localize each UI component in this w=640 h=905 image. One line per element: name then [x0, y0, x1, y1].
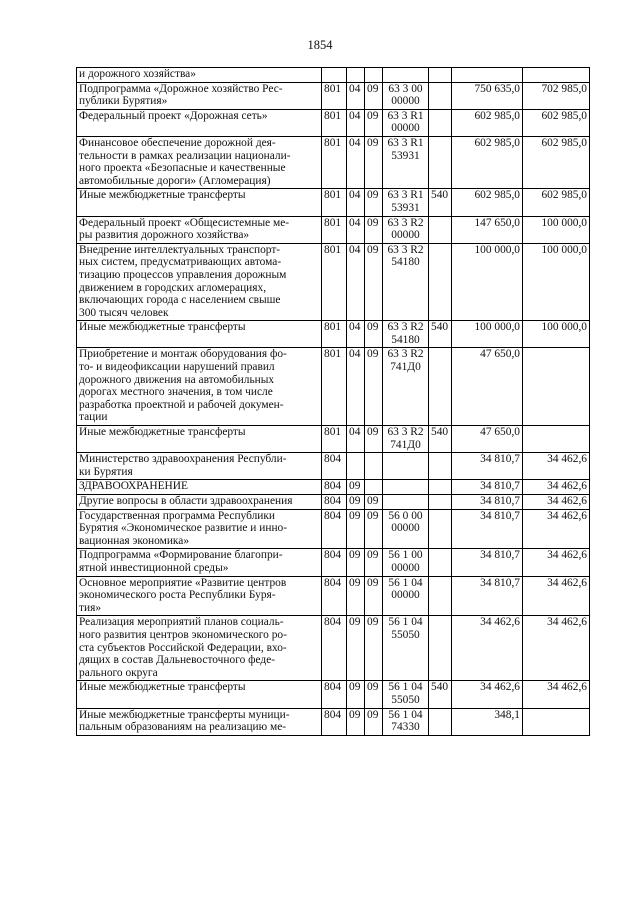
- target-article-line: 54180: [391, 333, 420, 346]
- target-article-cell: [383, 243, 429, 321]
- row-name-line: Федеральный проект «Дорожная сеть»: [79, 109, 268, 122]
- amount-year2-cell: 34 462,6: [523, 480, 590, 495]
- row-name-cell: [77, 509, 322, 549]
- glava-cell: 801: [322, 82, 347, 109]
- razdel-cell: 04: [347, 216, 365, 243]
- podrazdel-cell: 09: [365, 549, 383, 576]
- amount-year2-cell: 602 985,0: [523, 109, 590, 136]
- row-name-cell: [77, 189, 322, 216]
- target-article-line: 63 3 R2: [387, 426, 424, 439]
- target-article-line: 56 1 04: [388, 681, 423, 694]
- target-article-cell: [383, 68, 429, 83]
- expense-type-cell: [429, 708, 452, 735]
- razdel-cell: 04: [347, 136, 365, 188]
- table-row: [77, 136, 590, 188]
- razdel-cell: 09: [347, 616, 365, 681]
- target-article-line: 55050: [391, 693, 420, 706]
- podrazdel-cell: 09: [365, 616, 383, 681]
- target-article-line: 63 3 R2: [387, 243, 424, 256]
- amount-year1-cell: 602 985,0: [452, 189, 523, 216]
- amount-year1-cell: 34 462,6: [452, 681, 523, 708]
- amount-year1-cell: 750 635,0: [452, 82, 523, 109]
- target-article-line: 00000: [391, 561, 420, 574]
- razdel-cell: 04: [347, 243, 365, 321]
- expense-type-cell: [429, 509, 452, 549]
- table-row: [77, 509, 590, 549]
- glava-cell: 804: [322, 495, 347, 510]
- target-article-cell: [383, 189, 429, 216]
- expense-type-cell: [429, 453, 452, 480]
- table-row: [77, 495, 590, 510]
- row-name-line: тия»: [79, 601, 102, 614]
- row-name-cell: [77, 495, 322, 510]
- row-name-line: Федеральный проект «Общесистемные ме-: [79, 216, 290, 229]
- amount-year2-cell: 100 000,0: [523, 321, 590, 348]
- glava-cell: 804: [322, 681, 347, 708]
- row-name-line: автомобильные дороги» (Агломерация): [79, 174, 271, 187]
- amount-year2-cell: 34 462,6: [523, 509, 590, 549]
- table-row: [77, 82, 590, 109]
- amount-year1-cell: 34 810,7: [452, 480, 523, 495]
- amount-year1-cell: 100 000,0: [452, 243, 523, 321]
- target-article-cell: [383, 216, 429, 243]
- target-article-line: 741Д0: [390, 361, 421, 374]
- table-row: [77, 426, 590, 453]
- target-article-cell: [383, 681, 429, 708]
- row-name-cell: [77, 681, 322, 708]
- row-name-cell: [77, 453, 322, 480]
- expense-type-cell: [429, 549, 452, 576]
- row-name-cell: [77, 616, 322, 681]
- amount-year1-cell: 34 810,7: [452, 509, 523, 549]
- amount-year1-cell: 34 810,7: [452, 495, 523, 510]
- amount-year2-cell: [523, 708, 590, 735]
- target-article-cell: [383, 82, 429, 109]
- page-number: 1854: [307, 38, 333, 52]
- row-name-line: ры развития дорожного хозяйства»: [79, 229, 250, 242]
- table-row: [77, 708, 590, 735]
- table-row: [77, 480, 590, 495]
- row-name-cell: [77, 109, 322, 136]
- expense-type-cell: [429, 82, 452, 109]
- razdel-cell: 09: [347, 480, 365, 495]
- target-article-line: 00000: [391, 95, 420, 108]
- target-article-line: 63 3 R2: [387, 321, 424, 334]
- amount-year1-cell: 602 985,0: [452, 136, 523, 188]
- glava-cell: 804: [322, 453, 347, 480]
- expense-type-cell: [429, 216, 452, 243]
- amount-year2-cell: 34 462,6: [523, 495, 590, 510]
- row-name-line: тации: [79, 411, 108, 424]
- table-body: [77, 68, 590, 736]
- expense-type-cell: [429, 243, 452, 321]
- amount-year2-cell: [523, 426, 590, 453]
- target-article-cell: [383, 348, 429, 426]
- razdel-cell: 04: [347, 348, 365, 426]
- table-row: [77, 109, 590, 136]
- row-name-cell: [77, 136, 322, 188]
- row-name-cell: [77, 426, 322, 453]
- amount-year1-cell: 34 810,7: [452, 453, 523, 480]
- table-row: [77, 616, 590, 681]
- table-row: [77, 243, 590, 321]
- table-row: [77, 216, 590, 243]
- amount-year1-cell: 34 810,7: [452, 549, 523, 576]
- razdel-cell: [347, 453, 365, 480]
- amount-year2-cell: 702 985,0: [523, 82, 590, 109]
- row-name-cell: [77, 243, 322, 321]
- expense-type-cell: [429, 109, 452, 136]
- razdel-cell: 09: [347, 576, 365, 616]
- row-name-line: дящих в состав Дальневосточного феде-: [79, 654, 276, 667]
- glava-cell: 801: [322, 243, 347, 321]
- target-article-line: 56 1 04: [388, 616, 423, 629]
- expense-type-cell: 540: [429, 189, 452, 216]
- amount-year2-cell: [523, 348, 590, 426]
- amount-year2-cell: 34 462,6: [523, 453, 590, 480]
- expense-type-cell: 540: [429, 426, 452, 453]
- podrazdel-cell: 09: [365, 426, 383, 453]
- target-article-line: 00000: [391, 522, 420, 535]
- target-article-cell: [383, 321, 429, 348]
- expense-type-cell: [429, 348, 452, 426]
- row-name-line: Государственная программа Республики: [79, 509, 276, 522]
- row-name-line: включающих города с населением свыше: [79, 294, 281, 307]
- podrazdel-cell: [365, 480, 383, 495]
- razdel-cell: 04: [347, 426, 365, 453]
- target-article-cell: [383, 549, 429, 576]
- row-name-line: Иные межбюджетные трансферты: [79, 681, 246, 694]
- row-name-cell: [77, 82, 322, 109]
- row-name-line: ных систем, предусматривающих автома-: [79, 256, 282, 269]
- row-name-line: ЗДРАВООХРАНЕНИЕ: [79, 480, 188, 493]
- row-name-line: Подпрограмма «Дорожное хозяйство Рес-: [79, 82, 283, 95]
- row-name-cell: [77, 576, 322, 616]
- row-name-line: Иные межбюджетные трансферты: [79, 321, 246, 334]
- expense-type-cell: [429, 495, 452, 510]
- row-name-line: пальным образованиям на реализацию ме-: [79, 721, 287, 734]
- podrazdel-cell: 09: [365, 109, 383, 136]
- amount-year2-cell: 34 462,6: [523, 549, 590, 576]
- target-article-cell: [383, 426, 429, 453]
- podrazdel-cell: 09: [365, 189, 383, 216]
- row-name-line: Финансовое обеспечение дорожной дея-: [79, 136, 276, 149]
- glava-cell: [322, 68, 347, 83]
- target-article-cell: [383, 509, 429, 549]
- expense-type-cell: 540: [429, 321, 452, 348]
- row-name-line: рального округа: [79, 666, 158, 679]
- razdel-cell: 09: [347, 681, 365, 708]
- podrazdel-cell: 09: [365, 243, 383, 321]
- amount-year1-cell: 47 650,0: [452, 426, 523, 453]
- amount-year2-cell: 34 462,6: [523, 576, 590, 616]
- podrazdel-cell: [365, 453, 383, 480]
- row-name-line: Бурятия «Экономическое развитие и инно-: [79, 522, 288, 535]
- row-name-cell: [77, 68, 322, 83]
- row-name-cell: [77, 216, 322, 243]
- row-name-line: дорожного движения на автомобильных: [79, 373, 275, 386]
- amount-year1-cell: 34 462,6: [452, 616, 523, 681]
- podrazdel-cell: 09: [365, 82, 383, 109]
- amount-year2-cell: 100 000,0: [523, 243, 590, 321]
- podrazdel-cell: 09: [365, 136, 383, 188]
- amount-year1-cell: 100 000,0: [452, 321, 523, 348]
- glava-cell: 801: [322, 109, 347, 136]
- row-name-cell: [77, 708, 322, 735]
- target-article-line: 00000: [391, 122, 420, 135]
- row-name-line: ятной инвестиционной среды»: [79, 561, 229, 574]
- target-article-line: 00000: [391, 229, 420, 242]
- target-article-cell: [383, 708, 429, 735]
- glava-cell: 801: [322, 136, 347, 188]
- row-name-cell: [77, 321, 322, 348]
- glava-cell: 801: [322, 426, 347, 453]
- row-name-line: Иные межбюджетные трансферты: [79, 189, 246, 202]
- budget-table: [76, 67, 590, 736]
- amount-year2-cell: 100 000,0: [523, 216, 590, 243]
- glava-cell: 801: [322, 321, 347, 348]
- amount-year2-cell: [523, 68, 590, 83]
- razdel-cell: 09: [347, 495, 365, 510]
- glava-cell: 804: [322, 616, 347, 681]
- razdel-cell: 04: [347, 189, 365, 216]
- table-row: [77, 681, 590, 708]
- glava-cell: 801: [322, 189, 347, 216]
- razdel-cell: 04: [347, 321, 365, 348]
- table-row: [77, 68, 590, 83]
- row-name-line: Приобретение и монтаж оборудования фо-: [79, 348, 287, 361]
- row-name-line: публики Бурятия»: [79, 95, 168, 108]
- amount-year1-cell: 147 650,0: [452, 216, 523, 243]
- target-article-cell: [383, 109, 429, 136]
- expense-type-cell: [429, 68, 452, 83]
- row-name-cell: [77, 480, 322, 495]
- glava-cell: 804: [322, 576, 347, 616]
- row-name-line: Основное мероприятие «Развитие центров: [79, 576, 287, 589]
- row-name-line: 300 тысяч человек: [79, 306, 169, 319]
- razdel-cell: 04: [347, 82, 365, 109]
- razdel-cell: 09: [347, 708, 365, 735]
- row-name-line: тельности в рамках реализации национали-: [79, 149, 291, 162]
- target-article-line: 74330: [391, 721, 420, 734]
- table-row: [77, 348, 590, 426]
- row-name-line: ки Бурятия: [79, 465, 133, 478]
- amount-year2-cell: 34 462,6: [523, 681, 590, 708]
- row-name-line: то- и видеофиксации нарушений правил: [79, 361, 275, 374]
- amount-year1-cell: 47 650,0: [452, 348, 523, 426]
- amount-year2-cell: 602 985,0: [523, 136, 590, 188]
- target-article-line: 741Д0: [390, 438, 421, 451]
- target-article-line: 54180: [391, 256, 420, 269]
- target-article-cell: [383, 616, 429, 681]
- expense-type-cell: [429, 136, 452, 188]
- glava-cell: 801: [322, 348, 347, 426]
- row-name-line: вационная экономика»: [79, 534, 190, 547]
- target-article-line: 63 3 R1: [387, 109, 424, 122]
- expense-type-cell: 540: [429, 681, 452, 708]
- target-article-line: 56 1 04: [388, 708, 423, 721]
- amount-year1-cell: 34 810,7: [452, 576, 523, 616]
- row-name-line: ста субъектов Российской Федерации, вхо-: [79, 641, 287, 654]
- table-row: [77, 549, 590, 576]
- glava-cell: 804: [322, 549, 347, 576]
- podrazdel-cell: 09: [365, 348, 383, 426]
- row-name-line: Иные межбюджетные трансферты муници-: [79, 708, 290, 721]
- glava-cell: 801: [322, 216, 347, 243]
- target-article-cell: [383, 495, 429, 510]
- podrazdel-cell: 09: [365, 495, 383, 510]
- razdel-cell: 09: [347, 509, 365, 549]
- amount-year1-cell: [452, 68, 523, 83]
- row-name-line: Другие вопросы в области здравоохранения: [79, 495, 293, 507]
- target-article-cell: [383, 453, 429, 480]
- row-name-line: дорогах местного значения, в том числе: [79, 386, 273, 399]
- target-article-line: 53931: [391, 201, 420, 214]
- razdel-cell: 09: [347, 549, 365, 576]
- row-name-line: экономического роста Республики Буря-: [79, 589, 276, 602]
- table-row: [77, 576, 590, 616]
- target-article-line: 00000: [391, 589, 420, 602]
- target-article-cell: [383, 136, 429, 188]
- target-article-line: 56 1 04: [388, 576, 423, 589]
- target-article-line: 63 3 R1: [387, 189, 424, 202]
- amount-year2-cell: 602 985,0: [523, 189, 590, 216]
- amount-year1-cell: 602 985,0: [452, 109, 523, 136]
- razdel-cell: 04: [347, 109, 365, 136]
- target-article-line: 63 3 R2: [387, 348, 424, 361]
- podrazdel-cell: 09: [365, 576, 383, 616]
- row-name-line: Внедрение интеллектуальных транспорт-: [79, 243, 281, 256]
- target-article-line: 63 3 R2: [387, 216, 424, 229]
- table-row: [77, 321, 590, 348]
- amount-year1-cell: 348,1: [452, 708, 523, 735]
- row-name-line: ного проекта «Безопасные и качественные: [79, 162, 286, 175]
- target-article-cell: [383, 576, 429, 616]
- podrazdel-cell: 09: [365, 708, 383, 735]
- row-name-cell: [77, 549, 322, 576]
- target-article-line: 55050: [391, 628, 420, 641]
- target-article-line: 56 1 00: [388, 549, 423, 562]
- row-name-line: движением в городских агломерациях,: [79, 281, 267, 294]
- glava-cell: 804: [322, 480, 347, 495]
- table-row: [77, 453, 590, 480]
- amount-year2-cell: 34 462,6: [523, 616, 590, 681]
- target-article-cell: [383, 480, 429, 495]
- podrazdel-cell: 09: [365, 681, 383, 708]
- row-name-line: разработка проектной и рабочей докумен-: [79, 398, 284, 411]
- row-name-line: тизацию процессов управления дорожным: [79, 268, 287, 281]
- row-name-line: Министерство здравоохранения Республи-: [79, 453, 287, 466]
- target-article-line: 56 0 00: [388, 509, 423, 522]
- razdel-cell: [347, 68, 365, 83]
- expense-type-cell: [429, 616, 452, 681]
- expense-type-cell: [429, 480, 452, 495]
- row-name-line: Иные межбюджетные трансферты: [79, 426, 246, 439]
- row-name-cell: [77, 348, 322, 426]
- podrazdel-cell: 09: [365, 321, 383, 348]
- table-row: [77, 189, 590, 216]
- podrazdel-cell: 09: [365, 509, 383, 549]
- podrazdel-cell: 09: [365, 216, 383, 243]
- row-name-line: Реализация мероприятий планов социаль-: [79, 616, 284, 629]
- row-name-line: Подпрограмма «Формирование благопри-: [79, 549, 283, 562]
- target-article-line: 53931: [391, 149, 420, 162]
- podrazdel-cell: [365, 68, 383, 83]
- target-article-line: 63 3 00: [388, 82, 423, 95]
- target-article-line: 63 3 R1: [387, 136, 424, 149]
- row-name-line: и дорожного хозяйства»: [79, 68, 196, 80]
- glava-cell: 804: [322, 509, 347, 549]
- glava-cell: 804: [322, 708, 347, 735]
- expense-type-cell: [429, 576, 452, 616]
- row-name-line: ного развития центров экономического ро-: [79, 628, 287, 641]
